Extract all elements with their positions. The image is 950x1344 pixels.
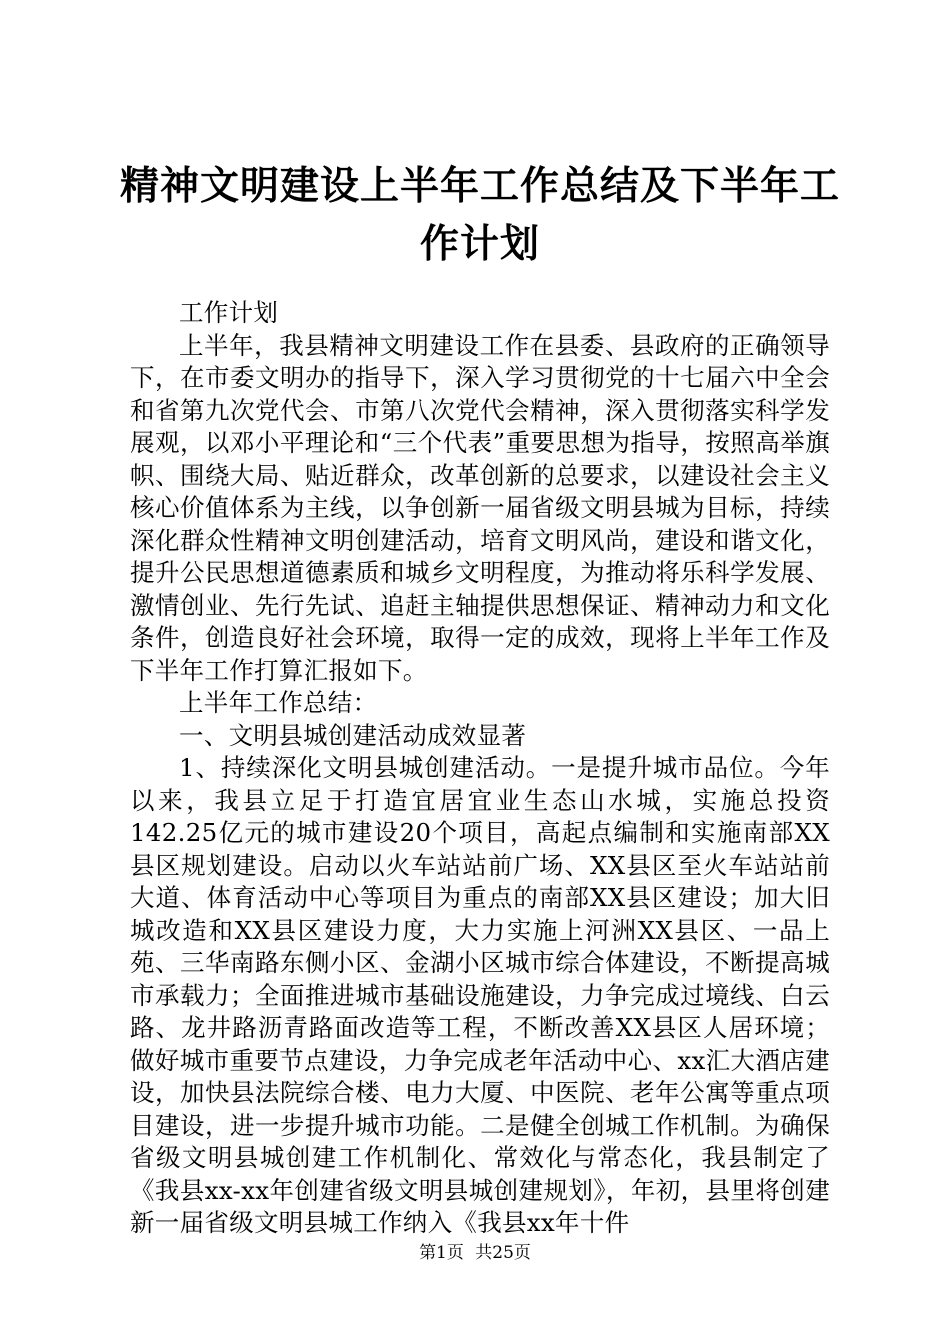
paragraph-section-label: 工作计划	[179, 298, 279, 327]
document-body	[130, 297, 830, 1240]
page-footer	[0, 1242, 950, 1264]
document-title: 精神文明建设上半年工作总结及下半年工作计划	[120, 164, 841, 267]
paragraph-item-1: 1、持续深化文明县城创建活动。一是提升城市品位。今年以来，我县立足于打造宜居宜业生态山水城，实施总投资142.25亿元的城市建设20个项目，高起点编制和实施南部XX县区规划建设。启动以火车站站前广场、XX县区至火车站站前大道、体育活动中心等项目为重点的南部XX县区建设；加大旧城改造和XX县区建设力度，大力实施上河洲XX县区、一品上苑、三华南路东侧小区、金湖小区城市综合体建设，不断提高城市承载力；全面推进城市基础设施建设，力争完成过境线、白云路、龙井路沥青路面改造等工程，不断改善XX县区人居环境；做好城市重要节点建设，力争完成老年活动中心、xx汇大酒店建设，加快县法院综合楼、电力大厦、中医院、老年公寓等重点项目建设，进一步提升城市功能。二是健全创城工作机制。为确保省级文明县城创建工作机制化、常效化与常态化，我县制定了《我县xx-xx年创建省级文明县城创建规划》，年初，县里将创建新一届省级文明县城工作纳入《我县xx年十件	[130, 753, 830, 1237]
paragraph-intro: 上半年，我县精神文明建设工作在县委、县政府的正确领导下，在市委文明办的指导下，深入学习贯彻党的十七届六中全会和省第九次党代会、市第八次党代会精神，深入贯彻落实科学发展观，以邓小平理论和“三个代表”重要思想为指导，按照高举旗帜、围绕大局、贴近群众，改革创新的总要求，以建设社会主义核心价值体系为主线，以争创新一届省级文明县城为目标，持续深化群众性精神文明创建活动，培育文明风尚，建设和谐文化，提升公民思想道德素质和城乡文明程度，为推动将乐科学发展、激情创业、先行先试、追赶主轴提供思想保证、精神动力和文化条件，创造良好社会环境，取得一定的成效，现将上半年工作及下半年工作打算汇报如下。	[130, 330, 830, 685]
paragraph-summary-heading: 上半年工作总结：	[179, 688, 378, 717]
page-number: 第1页	[419, 1243, 464, 1263]
page-total: 共25页	[475, 1243, 531, 1263]
paragraph-section-heading: 一、文明县城创建活动成效显著	[179, 720, 527, 750]
